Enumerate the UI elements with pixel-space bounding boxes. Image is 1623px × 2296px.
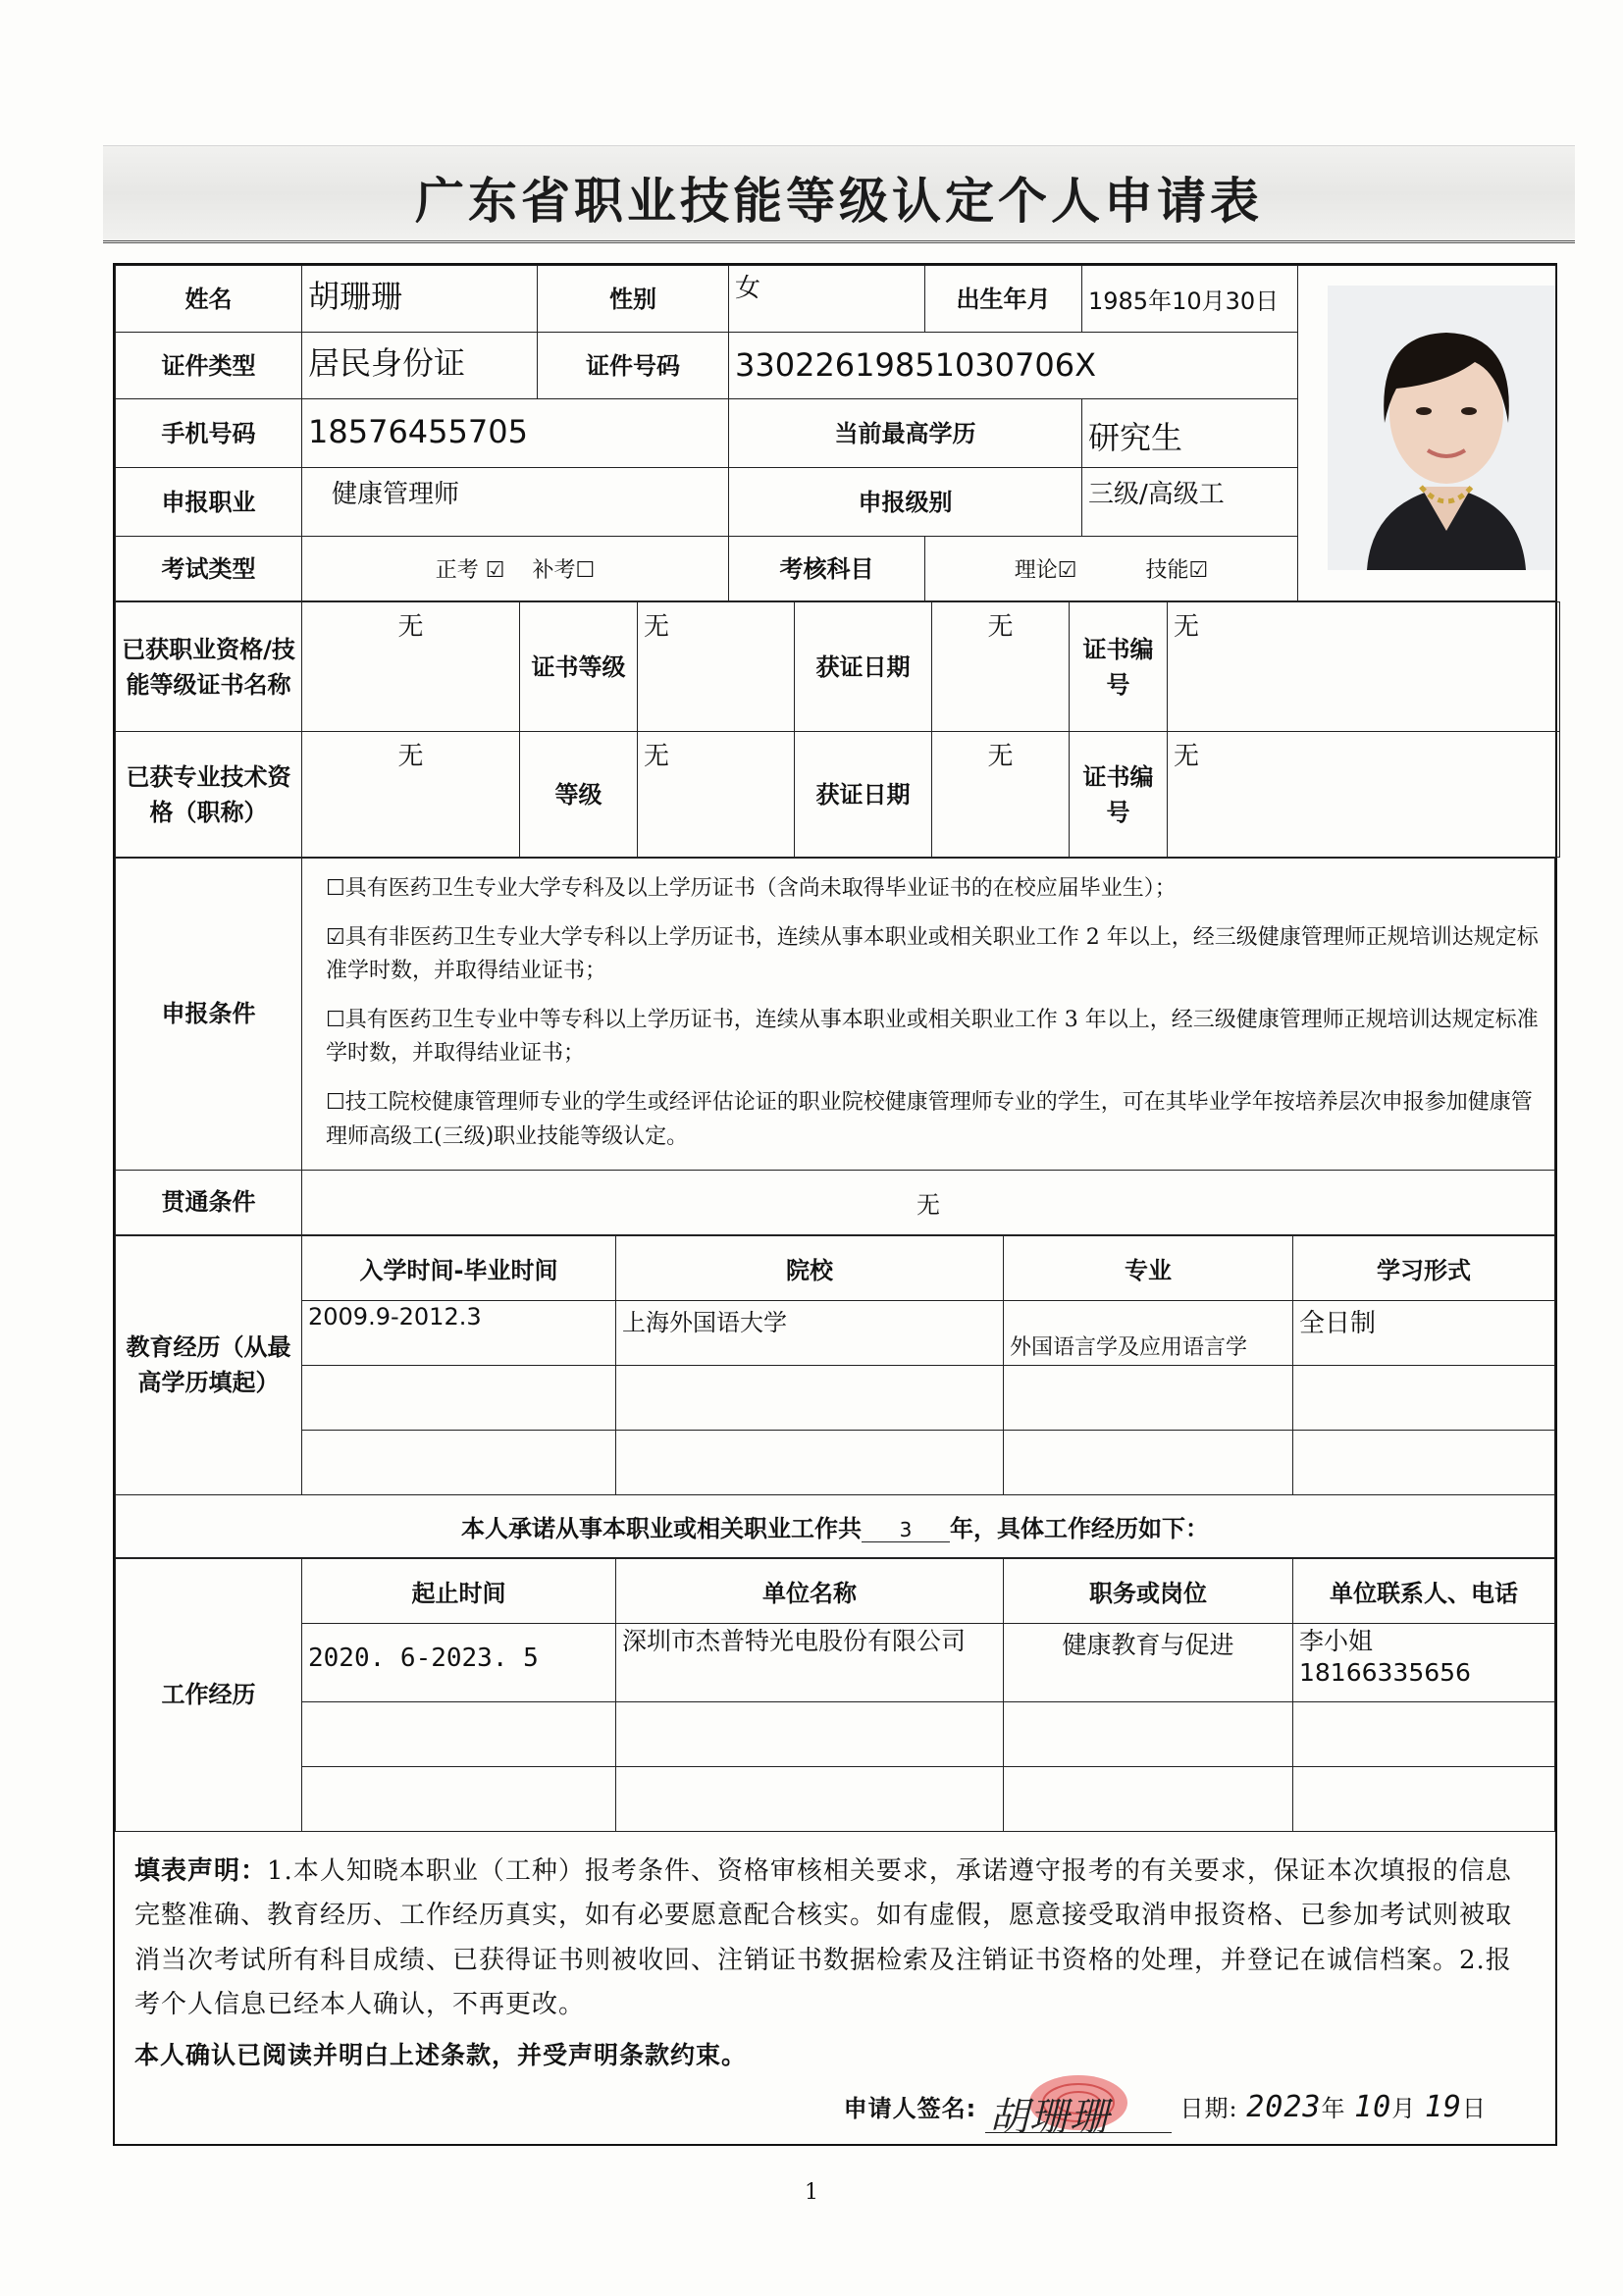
idtype-label: 证件类型: [116, 333, 302, 399]
edu-header-major: 专业: [1004, 1235, 1293, 1300]
exam-normal-checkbox[interactable]: ☑: [485, 558, 505, 583]
subject-options: [925, 537, 1298, 601]
table-row: [116, 1300, 1555, 1365]
work-company[interactable]: [616, 1701, 1004, 1766]
page-title: 广东省职业技能等级认定个人申请表: [415, 173, 1263, 230]
work-position[interactable]: [1004, 1766, 1293, 1831]
date-label: 日期:: [1179, 2095, 1238, 2123]
cert-name-value[interactable]: 无: [302, 602, 520, 732]
work-contact[interactable]: 李小姐 18166335656: [1293, 1623, 1555, 1701]
through-label: 贯通条件: [116, 1170, 302, 1234]
table-row: [116, 1766, 1555, 1831]
edu-label: 当前最高学历: [729, 399, 1082, 468]
edu-mode[interactable]: [1293, 1430, 1555, 1494]
title-cert-level-value[interactable]: 无: [638, 732, 795, 858]
table-row: [116, 1623, 1555, 1701]
cert-label: 已获职业资格/技能等级证书名称: [116, 602, 302, 732]
application-form: [113, 263, 1557, 2146]
declaration-confirm: 本人确认已阅读并明白上述条款，并受声明条款约束。: [134, 2040, 748, 2069]
edu-header-mode: 学习形式: [1293, 1235, 1555, 1300]
certificates-table: [115, 601, 1560, 858]
applicant-photo: [1328, 286, 1556, 570]
job-value[interactable]: 健康管理师: [302, 468, 729, 537]
conditions-table: [115, 858, 1555, 1235]
month-unit: 月: [1391, 2095, 1417, 2123]
commit-years[interactable]: 3: [862, 1518, 950, 1542]
exam-makeup-label: 补考: [532, 558, 576, 583]
title-cert-label: 已获专业技术资格（职称）: [116, 732, 302, 858]
commit-prefix: 本人承诺从事本职业或相关职业工作共: [461, 1514, 862, 1542]
cert-no-label: 证书编号: [1070, 602, 1168, 732]
table-row: [116, 1365, 1555, 1430]
cert-level-label: 证书等级: [520, 602, 638, 732]
edu-major[interactable]: 外国语言学及应用语言学: [1004, 1300, 1293, 1365]
table-row: [116, 1701, 1555, 1766]
edu-period[interactable]: [302, 1430, 616, 1494]
birth-value[interactable]: 1985年10月30日: [1082, 266, 1298, 333]
work-company[interactable]: [616, 1766, 1004, 1831]
work-header-period: 起止时间: [302, 1558, 616, 1623]
cert-date-label: 获证日期: [795, 602, 932, 732]
work-contact[interactable]: [1293, 1766, 1555, 1831]
phone-value[interactable]: 18576455705: [302, 399, 729, 468]
work-label: 工作经历: [116, 1558, 302, 1831]
sign-year[interactable]: 2023: [1246, 2090, 1322, 2125]
sign-month[interactable]: 10: [1354, 2090, 1392, 2125]
idno-label: 证件号码: [538, 333, 729, 399]
conditions-list: [302, 859, 1555, 1171]
exam-type-label: 考试类型: [116, 537, 302, 601]
exam-type-options: [302, 537, 729, 601]
theory-checkbox[interactable]: ☑: [1057, 558, 1077, 583]
cert-no-value[interactable]: 无: [1168, 602, 1560, 732]
edu-header-period: 入学时间-毕业时间: [302, 1235, 616, 1300]
work-header-company: 单位名称: [616, 1558, 1004, 1623]
theory-label: 理论: [1014, 558, 1058, 583]
birth-label: 出生年月: [925, 266, 1082, 333]
name-label: 姓名: [116, 266, 302, 333]
job-label: 申报职业: [116, 468, 302, 537]
gender-value[interactable]: 女: [729, 266, 925, 333]
idno-value[interactable]: 33022619851030706X: [729, 333, 1298, 399]
edu-major[interactable]: [1004, 1430, 1293, 1494]
exam-normal-label: 正考: [435, 558, 479, 583]
edu-school[interactable]: 上海外国语大学: [616, 1300, 1004, 1365]
condition-item[interactable]: ☑具有非医药卫生专业大学专科以上学历证书，连续从事本职业或相关职业工作 2 年以上，经三级健康管理师正规培训达规定标准学时数，并取得结业证书；: [326, 925, 1539, 984]
conditions-label: 申报条件: [116, 859, 302, 1171]
sign-label: 申请人签名:: [843, 2095, 977, 2123]
education-label: 教育经历（从最高学历填起）: [116, 1235, 302, 1494]
condition-item[interactable]: ☐具有医药卫生专业大学专科及以上学历证书（含尚未取得毕业证书的在校应届毕业生）；: [326, 876, 1177, 901]
declaration-heading: 填表声明：: [134, 1855, 268, 1886]
signature-field[interactable]: [985, 2087, 1172, 2141]
title-cert-date-value[interactable]: 无: [932, 732, 1070, 858]
condition-item[interactable]: ☐技工院校健康管理师专业的学生或经评估论证的职业院校健康管理师专业的学生，可在其毕业学年按培养层次申报参加健康管理师高级工(三级)职业技能等级认定。: [326, 1090, 1533, 1149]
phone-label: 手机号码: [116, 399, 302, 468]
table-row: [116, 1430, 1555, 1494]
exam-makeup-checkbox[interactable]: ☐: [575, 558, 596, 583]
day-unit: 日: [1462, 2095, 1487, 2123]
level-value[interactable]: 三级/高级工: [1082, 468, 1298, 537]
commitment-line: [116, 1494, 1555, 1557]
skill-label: 技能: [1145, 558, 1189, 583]
year-unit: 年: [1321, 2095, 1346, 2123]
photo-cell: [1298, 266, 1556, 601]
name-value[interactable]: 胡珊珊: [302, 266, 538, 333]
level-label: 申报级别: [729, 468, 1082, 537]
work-position[interactable]: [1004, 1701, 1293, 1766]
title-cert-date-label: 获证日期: [795, 732, 932, 858]
cert-level-value[interactable]: 无: [638, 602, 795, 732]
declaration-text: 1.本人知晓本职业（工种）报考条件、资格审核相关要求，承诺遵守报考的有关要求，保证本次填报的信息完整准确、教育经历、工作经历真实，如有必要愿意配合核实。如有虚假，愿意接受取消申报资格、已参加考试则被取消当次考试所有科目成绩、已获得证书则被收回、注销证书数据检索及注销证书资格的处理，并登记在诚信档案。2.报考个人信息已经本人确认，不再更改。: [134, 1855, 1513, 2020]
edu-value[interactable]: 研究生: [1082, 399, 1298, 468]
work-position[interactable]: 健康教育与促进: [1004, 1623, 1293, 1701]
edu-school[interactable]: [616, 1365, 1004, 1430]
signature-line: [134, 2082, 1536, 2141]
work-period[interactable]: [302, 1766, 616, 1831]
work-contact[interactable]: [1293, 1701, 1555, 1766]
work-header-contact: 单位联系人、电话: [1293, 1558, 1555, 1623]
cert-date-value[interactable]: 无: [932, 602, 1070, 732]
idtype-value[interactable]: 居民身份证: [302, 333, 538, 399]
work-company[interactable]: 深圳市杰普特光电股份有限公司: [616, 1623, 1004, 1701]
work-period[interactable]: [302, 1701, 616, 1766]
edu-period[interactable]: 2009.9-2012.3: [302, 1300, 616, 1365]
personal-info-table: [115, 265, 1556, 601]
work-table: [115, 1558, 1555, 1832]
edu-header-school: 院校: [616, 1235, 1004, 1300]
declaration-section: [115, 1832, 1555, 2144]
edu-period[interactable]: [302, 1365, 616, 1430]
commit-suffix: 年，具体工作经历如下：: [950, 1514, 1209, 1542]
work-header-position: 职务或岗位: [1004, 1558, 1293, 1623]
edu-mode[interactable]: [1293, 1365, 1555, 1430]
title-cert-level-label: 等级: [520, 732, 638, 858]
edu-mode[interactable]: 全日制: [1293, 1300, 1555, 1365]
title-cert-name-value[interactable]: 无: [302, 732, 520, 858]
edu-school[interactable]: [616, 1430, 1004, 1494]
title-cert-no-value[interactable]: 无: [1168, 732, 1560, 858]
signature: 胡珊珊: [988, 2095, 1110, 2141]
work-period[interactable]: 2020. 6-2023. 5: [302, 1623, 616, 1701]
declaration-paragraph: [134, 1850, 1536, 2028]
sign-day[interactable]: 19: [1424, 2090, 1462, 2125]
through-value[interactable]: 无: [302, 1170, 1555, 1234]
title-cert-no-label: 证书编号: [1070, 732, 1168, 858]
education-table: [115, 1235, 1555, 1558]
gender-label: 性别: [538, 266, 729, 333]
edu-major[interactable]: [1004, 1365, 1293, 1430]
skill-checkbox[interactable]: ☑: [1188, 558, 1209, 583]
page-number: 1: [805, 2180, 818, 2205]
condition-item[interactable]: ☐具有医药卫生专业中等专科以上学历证书，连续从事本职业或相关职业工作 3 年以上，经三级健康管理师正规培训达规定标准学时数，并取得结业证书；: [326, 1008, 1539, 1067]
subject-label: 考核科目: [729, 537, 925, 601]
